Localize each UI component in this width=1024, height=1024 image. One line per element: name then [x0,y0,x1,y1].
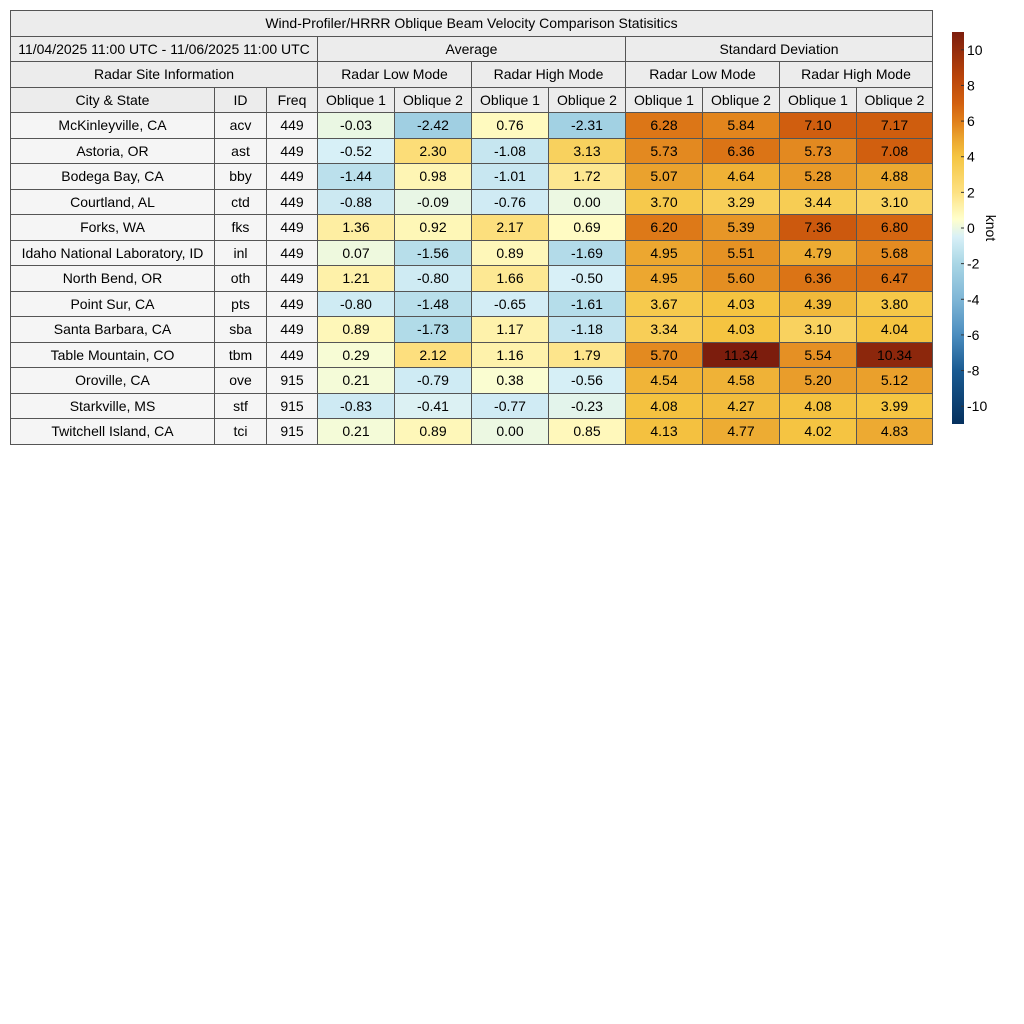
std-low-oblique1-cell: 4.54 [626,368,703,394]
freq-cell: 449 [267,240,318,266]
std-low-oblique2-cell: 4.27 [703,393,780,419]
table-row [11,266,933,292]
id-cell: acv [215,113,267,139]
std-low-oblique2-cell: 6.36 [703,138,780,164]
colorbar-label: knot [983,214,999,242]
avg-high-oblique2-cell: -1.61 [549,291,626,317]
std-high-oblique2-cell: 7.08 [857,138,933,164]
avg-low-oblique2-cell: -1.56 [395,240,472,266]
std-high-oblique2-cell: 7.17 [857,113,933,139]
avg-low-oblique1-cell: 1.21 [318,266,395,292]
avg-low-oblique2-cell: -2.42 [395,113,472,139]
avg-high-oblique2-cell: 0.69 [549,215,626,241]
colorbar-tick-label: 0 [967,220,975,236]
city-cell: Idaho National Laboratory, ID [11,240,215,266]
std-high-oblique1-header: Oblique 1 [780,87,857,113]
id-cell: inl [215,240,267,266]
avg-high-oblique1-cell: 1.17 [472,317,549,343]
city-cell: Santa Barbara, CA [11,317,215,343]
std-low-oblique1-cell: 4.13 [626,419,703,445]
freq-cell: 915 [267,393,318,419]
city-cell: Twitchell Island, CA [11,419,215,445]
avg-high-oblique2-cell: -1.69 [549,240,626,266]
freq-cell: 449 [267,189,318,215]
std-high-oblique1-cell: 3.10 [780,317,857,343]
avg-high-oblique2-cell: 1.79 [549,342,626,368]
freq-cell: 449 [267,113,318,139]
avg-low-oblique2-cell: 0.98 [395,164,472,190]
avg-low-oblique2-cell: -0.09 [395,189,472,215]
avg-high-oblique1-cell: 0.89 [472,240,549,266]
freq-cell: 449 [267,138,318,164]
freq-cell: 449 [267,291,318,317]
std-low-oblique2-cell: 3.29 [703,189,780,215]
table-row [11,215,933,241]
avg-high-oblique1-cell: -0.65 [472,291,549,317]
table-row [11,189,933,215]
std-high-oblique1-cell: 4.39 [780,291,857,317]
std-low-oblique1-cell: 4.08 [626,393,703,419]
std-low-oblique1-cell: 3.67 [626,291,703,317]
freq-cell: 449 [267,317,318,343]
avg-high-oblique1-cell: 1.16 [472,342,549,368]
std-high-oblique2-header: Oblique 2 [857,87,933,113]
colorbar-tick-label: -8 [967,362,980,379]
colorbar-tick-label: 8 [967,77,975,94]
id-cell: stf [215,393,267,419]
table-body [11,113,933,445]
avg-high-oblique2-cell: 1.72 [549,164,626,190]
colorbar-tick-label: 6 [967,113,975,130]
colorbar-tick-label: 10 [967,41,983,58]
std-high-oblique1-cell: 5.73 [780,138,857,164]
avg-low-oblique1-header: Oblique 1 [318,87,395,113]
avg-high-oblique2-cell: -1.18 [549,317,626,343]
std-low-oblique2-cell: 5.39 [703,215,780,241]
comparison-table [10,10,933,445]
city-cell: North Bend, OR [11,266,215,292]
std-low-oblique2-cell: 5.84 [703,113,780,139]
table-title: Wind-Profiler/HRRR Oblique Beam Velocity Comparison Statisitics [11,11,933,37]
avg-low-oblique2-cell: 2.12 [395,342,472,368]
freq-cell: 915 [267,419,318,445]
std-low-oblique1-cell: 3.70 [626,189,703,215]
std-high-oblique1-cell: 4.08 [780,393,857,419]
colorbar [940,20,1020,440]
avg-low-oblique1-cell: 0.89 [318,317,395,343]
std-low-oblique1-cell: 5.07 [626,164,703,190]
table-row [11,317,933,343]
id-column-header: ID [215,87,267,113]
freq-cell: 449 [267,342,318,368]
avg-low-oblique1-cell: 0.29 [318,342,395,368]
date-range: 11/04/2025 11:00 UTC - 11/06/2025 11:00 UTC [11,36,318,62]
stddev-header: Standard Deviation [626,36,933,62]
table-row [11,342,933,368]
std-high-oblique2-cell: 4.04 [857,317,933,343]
avg-low-oblique2-cell: 0.89 [395,419,472,445]
city-cell: Oroville, CA [11,368,215,394]
id-cell: fks [215,215,267,241]
std-low-oblique2-cell: 4.03 [703,317,780,343]
colorbar-tick-label: -2 [967,255,980,272]
std-low-oblique1-cell: 5.73 [626,138,703,164]
std-low-oblique2-header: Oblique 2 [703,87,780,113]
table-row [11,291,933,317]
avg-low-oblique1-cell: 1.36 [318,215,395,241]
city-cell: Courtland, AL [11,189,215,215]
avg-low-oblique2-cell: 2.30 [395,138,472,164]
avg-low-oblique1-cell: 0.07 [318,240,395,266]
id-cell: sba [215,317,267,343]
avg-high-oblique1-cell: 2.17 [472,215,549,241]
std-high-mode-header: Radar High Mode [780,62,933,88]
avg-low-oblique1-cell: 0.21 [318,368,395,394]
avg-high-oblique1-cell: 0.00 [472,419,549,445]
city-cell: Astoria, OR [11,138,215,164]
avg-low-oblique2-cell: -1.73 [395,317,472,343]
city-column-header: City & State [11,87,215,113]
avg-low-oblique2-cell: 0.92 [395,215,472,241]
table-row [11,138,933,164]
id-cell: pts [215,291,267,317]
std-low-oblique2-cell: 4.58 [703,368,780,394]
table-row [11,368,933,394]
id-cell: ove [215,368,267,394]
std-low-oblique1-header: Oblique 1 [626,87,703,113]
avg-high-oblique1-cell: 1.66 [472,266,549,292]
site-info-header: Radar Site Information [11,62,318,88]
avg-high-oblique2-cell: -0.50 [549,266,626,292]
std-high-oblique2-cell: 3.10 [857,189,933,215]
std-low-oblique1-cell: 4.95 [626,240,703,266]
freq-column-header: Freq [267,87,318,113]
std-high-oblique2-cell: 6.80 [857,215,933,241]
table-row [11,393,933,419]
std-high-oblique2-cell: 3.99 [857,393,933,419]
std-low-oblique2-cell: 11.34 [703,342,780,368]
std-low-mode-header: Radar Low Mode [626,62,780,88]
avg-high-oblique2-cell: 0.00 [549,189,626,215]
table-row [11,240,933,266]
std-high-oblique1-cell: 4.02 [780,419,857,445]
avg-low-oblique2-header: Oblique 2 [395,87,472,113]
city-cell: Bodega Bay, CA [11,164,215,190]
std-high-oblique2-cell: 4.83 [857,419,933,445]
std-high-oblique2-cell: 4.88 [857,164,933,190]
id-cell: oth [215,266,267,292]
avg-high-oblique1-cell: -1.01 [472,164,549,190]
std-high-oblique2-cell: 3.80 [857,291,933,317]
city-cell: Table Mountain, CO [11,342,215,368]
city-cell: McKinleyville, CA [11,113,215,139]
avg-high-oblique2-cell: -2.31 [549,113,626,139]
avg-high-oblique1-cell: 0.38 [472,368,549,394]
id-cell: ctd [215,189,267,215]
std-high-oblique1-cell: 7.36 [780,215,857,241]
std-high-oblique2-cell: 5.12 [857,368,933,394]
std-low-oblique2-cell: 5.51 [703,240,780,266]
freq-cell: 449 [267,215,318,241]
id-cell: bby [215,164,267,190]
std-low-oblique2-cell: 4.64 [703,164,780,190]
avg-high-oblique1-cell: -1.08 [472,138,549,164]
avg-low-oblique2-cell: -0.41 [395,393,472,419]
avg-high-mode-header: Radar High Mode [472,62,626,88]
avg-low-oblique1-cell: -0.83 [318,393,395,419]
colorbar-tick-label: 2 [967,184,975,201]
avg-low-oblique1-cell: -0.52 [318,138,395,164]
avg-high-oblique1-header: Oblique 1 [472,87,549,113]
city-cell: Forks, WA [11,215,215,241]
avg-low-oblique1-cell: -0.88 [318,189,395,215]
average-header: Average [318,36,626,62]
avg-high-oblique1-cell: 0.76 [472,113,549,139]
colorbar-tick-label: -6 [967,326,980,343]
std-high-oblique2-cell: 5.68 [857,240,933,266]
id-cell: tbm [215,342,267,368]
std-low-oblique2-cell: 4.03 [703,291,780,317]
city-cell: Starkville, MS [11,393,215,419]
std-high-oblique1-cell: 3.44 [780,189,857,215]
table-row [11,419,933,445]
std-high-oblique1-cell: 4.79 [780,240,857,266]
id-cell: tci [215,419,267,445]
table-row [11,113,933,139]
std-high-oblique1-cell: 5.28 [780,164,857,190]
avg-high-oblique2-header: Oblique 2 [549,87,626,113]
avg-high-oblique1-cell: -0.77 [472,393,549,419]
avg-low-oblique1-cell: -1.44 [318,164,395,190]
id-cell: ast [215,138,267,164]
freq-cell: 449 [267,266,318,292]
city-cell: Point Sur, CA [11,291,215,317]
table-row [11,164,933,190]
colorbar-tick-label: -10 [967,398,988,415]
avg-low-oblique2-cell: -0.79 [395,368,472,394]
std-low-oblique1-cell: 6.20 [626,215,703,241]
avg-high-oblique1-cell: -0.76 [472,189,549,215]
avg-low-oblique2-cell: -1.48 [395,291,472,317]
std-low-oblique2-cell: 4.77 [703,419,780,445]
avg-high-oblique2-cell: 0.85 [549,419,626,445]
avg-low-mode-header: Radar Low Mode [318,62,472,88]
avg-high-oblique2-cell: -0.56 [549,368,626,394]
avg-high-oblique2-cell: 3.13 [549,138,626,164]
avg-low-oblique1-cell: -0.80 [318,291,395,317]
std-high-oblique2-cell: 6.47 [857,266,933,292]
std-low-oblique1-cell: 3.34 [626,317,703,343]
std-high-oblique1-cell: 5.54 [780,342,857,368]
std-low-oblique1-cell: 5.70 [626,342,703,368]
colorbar-tick-label: -4 [967,291,980,308]
avg-low-oblique1-cell: -0.03 [318,113,395,139]
std-low-oblique2-cell: 5.60 [703,266,780,292]
std-high-oblique1-cell: 7.10 [780,113,857,139]
avg-low-oblique1-cell: 0.21 [318,419,395,445]
std-high-oblique2-cell: 10.34 [857,342,933,368]
freq-cell: 915 [267,368,318,394]
colorbar-tick-label: 4 [967,148,975,165]
std-high-oblique1-cell: 6.36 [780,266,857,292]
avg-low-oblique2-cell: -0.80 [395,266,472,292]
avg-high-oblique2-cell: -0.23 [549,393,626,419]
std-low-oblique1-cell: 4.95 [626,266,703,292]
std-low-oblique1-cell: 6.28 [626,113,703,139]
std-high-oblique1-cell: 5.20 [780,368,857,394]
freq-cell: 449 [267,164,318,190]
